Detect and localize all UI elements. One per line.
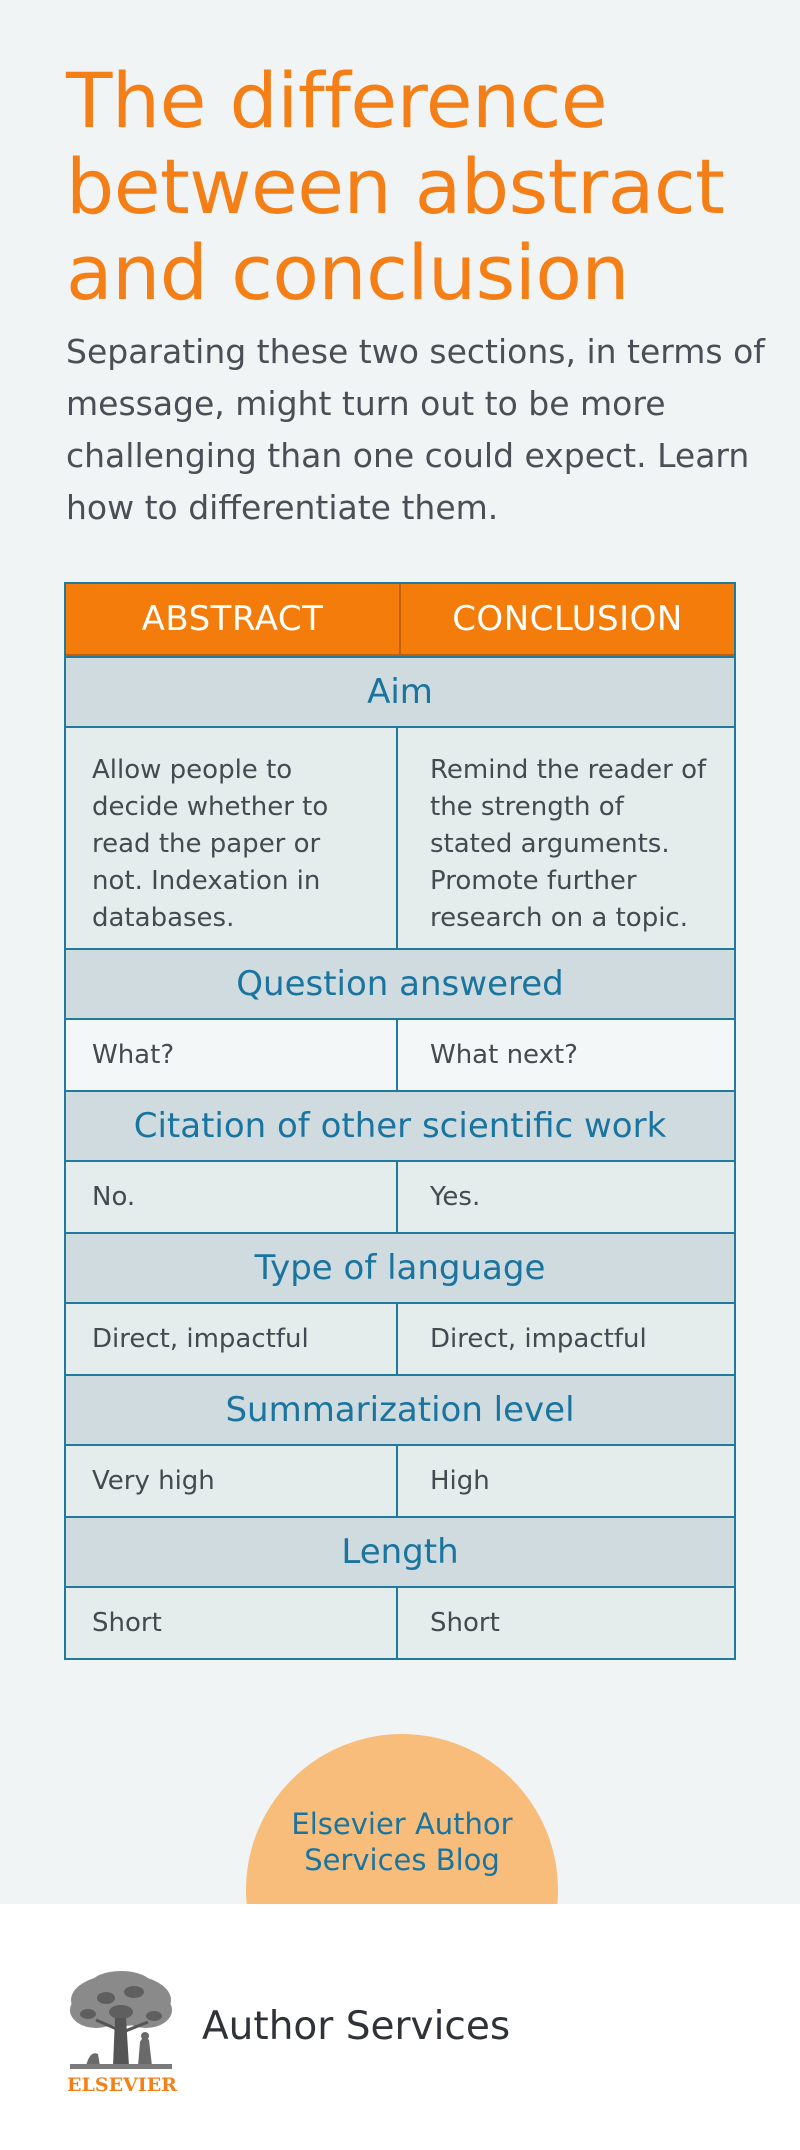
column-header-conclusion: CONCLUSION: [399, 584, 734, 654]
section-heading-summarization: Summarization level: [66, 1374, 734, 1444]
cell-abstract-language: Direct, impactful: [92, 1323, 309, 1354]
title-line-3: and conclusion: [66, 228, 630, 317]
footer-brand-text: Author Services: [202, 2004, 511, 2049]
cell-conclusion-aim: Remind the reader of the strength of stated arguments. Promote further research on a topic.: [396, 728, 734, 948]
table-header-row: [66, 584, 734, 656]
table-row-question: [66, 1018, 734, 1090]
cell-abstract-aim: Allow people to decide whether to read the paper or not. Indexation in databases.: [92, 755, 329, 933]
table-row-language: [66, 1302, 734, 1374]
cell-conclusion-length: Short: [396, 1588, 734, 1658]
comparison-table: [64, 582, 736, 1660]
blog-badge-line-2: Services Blog: [304, 1843, 500, 1877]
cell-conclusion-language: Direct, impactful: [396, 1304, 734, 1374]
cell-conclusion-citation: Yes.: [396, 1162, 734, 1232]
cell-abstract-length: Short: [92, 1607, 162, 1638]
table-row-length: [66, 1586, 734, 1658]
cell-conclusion-question: What next?: [396, 1020, 734, 1090]
cell-abstract-summarization: Very high: [92, 1465, 215, 1496]
page-subtitle: Separating these two sections, in terms of message, might turn out to be more challenging than one could expect. Learn how to differentiate them.: [66, 332, 765, 527]
section-heading-length: Length: [66, 1516, 734, 1586]
footer: [0, 1904, 800, 2150]
blog-badge-line-1: Elsevier Author: [291, 1807, 513, 1841]
table-row-citation: [66, 1160, 734, 1232]
section-heading-citation: Citation of other scientific work: [66, 1090, 734, 1160]
column-header-abstract: ABSTRACT: [141, 599, 324, 639]
cell-abstract-citation: No.: [92, 1181, 136, 1212]
table-row-aim: [66, 726, 734, 948]
cell-abstract-question: What?: [92, 1039, 175, 1070]
cell-conclusion-summarization: High: [396, 1446, 734, 1516]
section-heading-question: Question answered: [66, 948, 734, 1018]
page-title: [66, 58, 766, 316]
section-heading-aim: Aim: [66, 656, 734, 726]
title-line-1: The difference: [66, 56, 608, 145]
title-line-2: between abstract: [66, 142, 725, 231]
table-row-summarization: [66, 1444, 734, 1516]
elsevier-wordmark: ELSEVIER: [67, 2074, 177, 2096]
section-heading-language: Type of language: [66, 1232, 734, 1302]
